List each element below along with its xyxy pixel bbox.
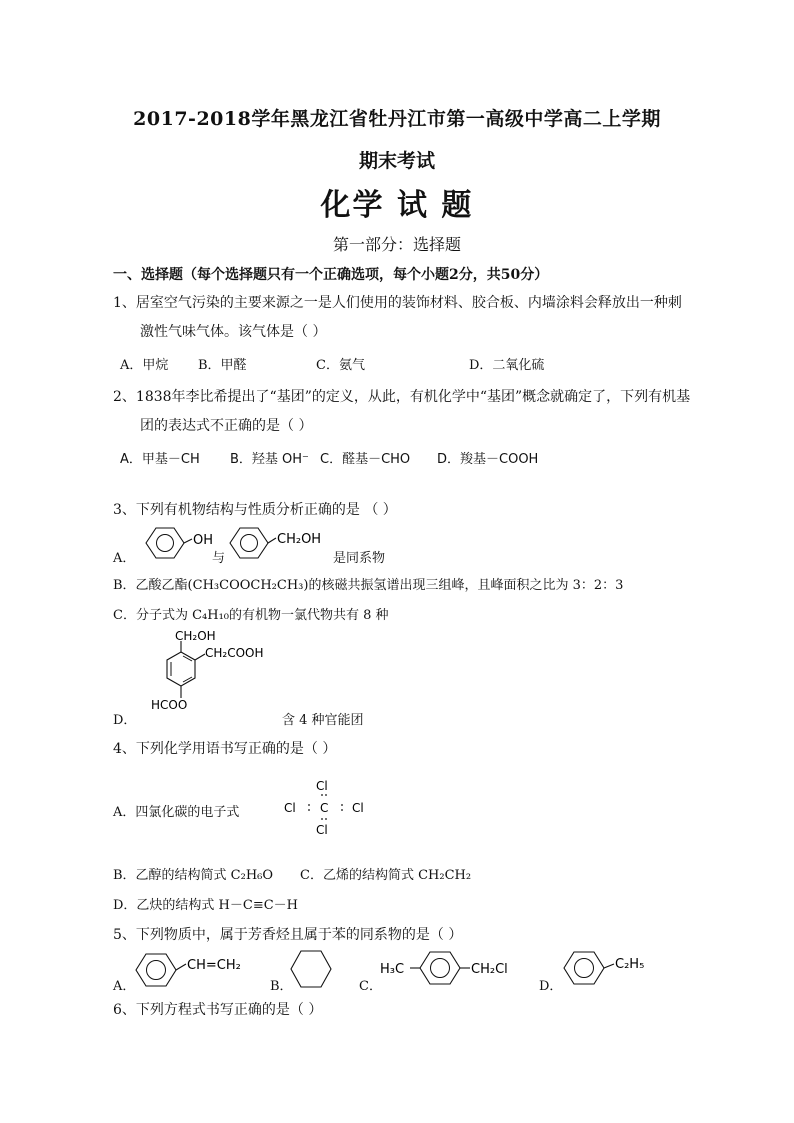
- q3-option-a-label: A．: [113, 551, 136, 566]
- benzene-ring: [136, 954, 176, 986]
- cyclohexane-structure: [288, 946, 336, 992]
- q4-stem: 4、下列化学用语书写正确的是（ ）: [113, 741, 337, 757]
- methyl-group: H₃C: [380, 962, 405, 977]
- electron-dot: [321, 818, 323, 820]
- electron-dot: [341, 809, 343, 811]
- q4-option-c: C．乙烯的结构简式 CH₂CH₂: [300, 868, 472, 883]
- q3-option-c: C．分子式为 C₄H₁₀的有机物一氯代物共有 8 种: [113, 608, 389, 623]
- q2-option-a: A．甲基－CH: [120, 452, 200, 467]
- electron-dot: [321, 794, 323, 796]
- q1-option-c: C．氨气: [316, 358, 365, 373]
- q3-option-d-end: 含 4 种官能团: [282, 713, 364, 728]
- benzene-ring: [420, 952, 460, 984]
- benzene-ring: [564, 952, 604, 984]
- aromatic-circle: [241, 535, 258, 552]
- bond-line: [268, 538, 276, 543]
- ch2oh-group: CH₂OH: [175, 629, 216, 643]
- benzene-ring: [146, 528, 184, 558]
- bond-line: [184, 539, 192, 543]
- section-heading: 一、选择题（每个选择题只有一个正确选项，每个小题2分，共50分）: [113, 267, 549, 283]
- q5-option-a-label: A．: [113, 979, 136, 994]
- exam-title-line1: 2017-2018学年黑龙江省牡丹江市第一高级中学高二上学期: [133, 108, 661, 130]
- benzene-ring: [230, 528, 268, 558]
- benzyl-alcohol-structure: [226, 523, 336, 563]
- q4-option-b: B．乙醇的结构简式 C₂H₆O: [113, 868, 274, 883]
- electron-dot: [325, 818, 327, 820]
- electron-dot: [341, 804, 343, 806]
- bond-line: [176, 964, 186, 970]
- aromatic-circle: [575, 959, 594, 978]
- double-bond: [183, 677, 192, 682]
- electron-dot: [325, 794, 327, 796]
- cyclohexane-ring: [291, 951, 331, 987]
- q1-stem-line1: 1、居室空气污染的主要来源之一是人们使用的装饰材料、胶合板、内墙涂料会释放出一种刺: [113, 295, 682, 311]
- q3-stem: 3、下列有机物结构与性质分析正确的是 （ ）: [113, 502, 397, 518]
- q2-option-b: B．羟基 OH⁻: [230, 452, 309, 467]
- q6-stem: 6、下列方程式书写正确的是（ ）: [113, 1002, 323, 1018]
- q3-option-a-end: 是同系物: [333, 551, 386, 566]
- chlorine-bottom: Cl: [316, 823, 328, 837]
- electron-dot: [308, 809, 310, 811]
- q1-option-d: D．二氧化硫: [469, 358, 545, 373]
- q2-option-c: C．醛基－CHO: [320, 452, 411, 467]
- part-title: 第一部分：选择题: [332, 235, 461, 254]
- vinyl-group: CH=CH₂: [187, 958, 241, 973]
- q4-option-d: D．乙炔的结构式 H－C≡C－H: [113, 898, 299, 913]
- phenol-structure: [134, 523, 214, 563]
- aromatic-circle: [157, 535, 174, 552]
- q5-stem: 5、下列物质中，属于芳香烃且属于苯的同系物的是（ ）: [113, 927, 463, 943]
- q5-option-d-label: D．: [539, 979, 563, 994]
- q3-option-b: B．乙酸乙酯(CH₃COOCH₂CH₃)的核磁共振氢谱出现三组峰，且峰面积之比为 3：2：3: [113, 578, 624, 593]
- chloromethyl-group: CH₂Cl: [471, 962, 508, 977]
- q3-option-a-mid: 与: [212, 551, 226, 566]
- bond-line: [604, 964, 614, 968]
- bond-line: [195, 654, 205, 660]
- q3-option-d-label: D．: [113, 713, 137, 728]
- aromatic-circle: [431, 959, 450, 978]
- q5-option-b-label: B．: [270, 979, 293, 994]
- q5-option-c-label: C．: [359, 979, 382, 994]
- aromatic-circle: [147, 961, 166, 980]
- chlorine-right: Cl: [352, 801, 364, 815]
- methylbenzyl-chloride-structure: [380, 946, 524, 990]
- q3-option-d-structure: [145, 627, 275, 713]
- hcoo-group: HCOO: [151, 698, 188, 712]
- ccl4-electron-formula: [280, 778, 380, 838]
- ethyl-group: C₂H₅: [615, 957, 645, 972]
- double-bond: [183, 656, 192, 661]
- hydroxyl-label: OH: [193, 533, 214, 548]
- ch2cooh-group: CH₂COOH: [205, 646, 264, 660]
- chlorine-top: Cl: [316, 779, 328, 793]
- q2-stem-line1: 2、1838年李比希提出了“基团”的定义，从此，有机化学中“基团”概念就确定了，下列有机基: [113, 389, 691, 405]
- ch2oh-label: CH₂OH: [277, 532, 322, 547]
- ethylbenzene-structure: [560, 946, 656, 990]
- q4-option-a: A．四氯化碳的电子式: [113, 805, 240, 820]
- q1-stem-line2: 激性气味气体。该气体是（ ）: [140, 324, 327, 340]
- q2-option-d: D．羧基－COOH: [437, 452, 539, 467]
- q1-option-b: B．甲醛: [198, 358, 247, 373]
- styrene-structure: [132, 948, 254, 992]
- subject-title: 化学 试 题: [320, 188, 474, 223]
- exam-title-line2: 期末考试: [358, 150, 435, 172]
- carbon-center: C: [320, 801, 329, 815]
- q1-option-a: A．甲烷: [120, 358, 169, 373]
- electron-dot: [308, 804, 310, 806]
- chlorine-left: Cl: [284, 801, 296, 815]
- q2-stem-line2: 团的表达式不正确的是（ ）: [140, 418, 313, 434]
